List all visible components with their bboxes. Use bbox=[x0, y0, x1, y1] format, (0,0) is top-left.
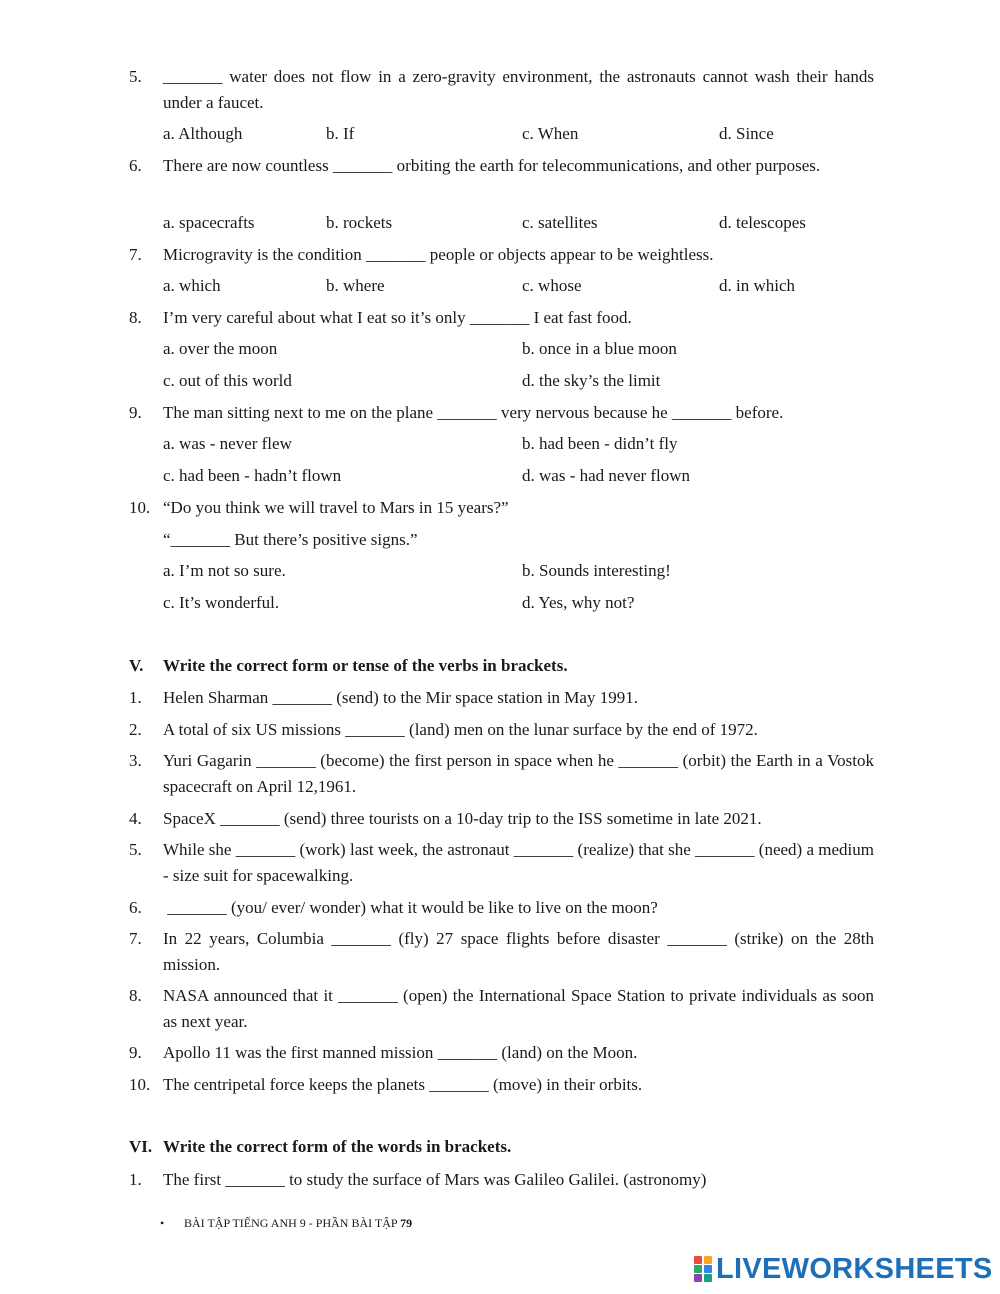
page-number: 79 bbox=[400, 1216, 413, 1230]
item-number: 7. bbox=[129, 929, 142, 948]
option-a[interactable]: a. spacecrafts bbox=[163, 213, 255, 232]
section-title: Write the correct form or tense of the verbs in brackets. bbox=[163, 656, 568, 675]
item-text: In 22 years, Columbia _______ (fly) 27 space flights before disaster _______ (strike) on the 28th mission. bbox=[163, 929, 874, 974]
option-d[interactable]: d. was - had never flown bbox=[522, 466, 691, 485]
item-number: 5. bbox=[129, 840, 142, 859]
verb-item-10 bbox=[129, 1072, 874, 1098]
option-a[interactable]: a. was - never flew bbox=[163, 434, 292, 453]
verb-item-1 bbox=[129, 685, 874, 711]
option-d[interactable]: d. the sky’s the limit bbox=[522, 371, 661, 390]
verb-item-7 bbox=[129, 926, 874, 978]
question-number: 6. bbox=[129, 156, 142, 175]
item-number: 1. bbox=[129, 688, 142, 707]
question-text: There are now countless _______ orbiting the earth for telecommunications, and other purposes. bbox=[163, 156, 821, 175]
question-text: _______ water does not flow in a zero-gravity environment, the astronauts cannot wash their hands under a faucet. bbox=[163, 67, 874, 112]
option-a[interactable]: a. Although bbox=[163, 124, 243, 143]
item-number: 1. bbox=[129, 1170, 142, 1189]
question-8 bbox=[129, 305, 874, 331]
option-b[interactable]: b. If bbox=[326, 124, 355, 143]
item-number: 6. bbox=[129, 898, 142, 917]
section-number: V. bbox=[129, 656, 144, 675]
section-v-heading bbox=[129, 654, 568, 678]
section-title: Write the correct form of the words in brackets. bbox=[163, 1137, 512, 1156]
option-b[interactable]: b. rockets bbox=[326, 213, 393, 232]
option-c[interactable]: c. whose bbox=[522, 276, 582, 295]
options-q10-row1 bbox=[163, 559, 883, 583]
question-text: I’m very careful about what I eat so it’s only _______ I eat fast food. bbox=[163, 308, 632, 327]
item-text: Helen Sharman _______ (send) to the Mir space station in May 1991. bbox=[163, 688, 638, 707]
liveworksheets-logo[interactable] bbox=[694, 1252, 993, 1286]
verb-item-9 bbox=[129, 1040, 874, 1066]
logo-wordmark: LIVEWORKSHEETS bbox=[716, 1253, 993, 1285]
options-q7 bbox=[163, 274, 883, 298]
question-number: 8. bbox=[129, 308, 142, 327]
option-b[interactable]: b. where bbox=[326, 276, 385, 295]
item-number: 3. bbox=[129, 751, 142, 770]
option-d[interactable]: d. Since bbox=[719, 124, 774, 143]
verb-item-8 bbox=[129, 983, 874, 1035]
option-b[interactable]: b. Sounds interesting! bbox=[522, 561, 671, 580]
options-q9-row1 bbox=[163, 432, 883, 456]
options-q9-row2 bbox=[163, 464, 883, 488]
options-q10-row2 bbox=[163, 591, 883, 615]
question-text: “Do you think we will travel to Mars in 15 years?” bbox=[163, 498, 509, 517]
option-d[interactable]: d. telescopes bbox=[719, 213, 806, 232]
item-text: Yuri Gagarin _______ (become) the first person in space when he _______ (orbit) the Earth in a Vostok spacecraft on April 12,1961. bbox=[163, 751, 874, 796]
question-number: 5. bbox=[129, 67, 142, 86]
question-7 bbox=[129, 242, 874, 268]
item-number: 2. bbox=[129, 720, 142, 739]
verb-item-2 bbox=[129, 717, 874, 743]
item-number: 8. bbox=[129, 986, 142, 1005]
footer-bullet: • bbox=[160, 1216, 165, 1230]
section-vi-heading bbox=[129, 1135, 511, 1159]
item-text: The centripetal force keeps the planets _______ (move) in their orbits. bbox=[163, 1075, 643, 1094]
option-b[interactable]: b. had been - didn’t fly bbox=[522, 434, 678, 453]
item-text: While she _______ (work) last week, the astronaut _______ (realize) that she _______ (need) a medium - size suit for spacewalking. bbox=[163, 840, 874, 885]
item-number: 10. bbox=[129, 1075, 151, 1094]
options-q6 bbox=[163, 211, 883, 235]
question-5 bbox=[129, 64, 874, 116]
verb-item-3 bbox=[129, 748, 874, 800]
verb-item-4 bbox=[129, 806, 874, 832]
option-c[interactable]: c. satellites bbox=[522, 213, 598, 232]
item-number: 4. bbox=[129, 809, 142, 828]
options-q8-row2 bbox=[163, 369, 883, 393]
question-text: Microgravity is the condition _______ people or objects appear to be weightless. bbox=[163, 245, 714, 264]
item-text: NASA announced that it _______ (open) the International Space Station to private individuals as soon as next year. bbox=[163, 986, 874, 1031]
option-c[interactable]: c. out of this world bbox=[163, 371, 292, 390]
options-q8-row1 bbox=[163, 337, 883, 361]
options-q5 bbox=[163, 122, 883, 146]
section-number: VI. bbox=[129, 1137, 153, 1156]
question-text: The man sitting next to me on the plane _______ very nervous because he _______ before. bbox=[163, 403, 784, 422]
item-text: A total of six US missions _______ (land) men on the lunar surface by the end of 1972. bbox=[163, 720, 758, 739]
option-d[interactable]: d. in which bbox=[719, 276, 796, 295]
option-c[interactable]: c. It’s wonderful. bbox=[163, 593, 280, 612]
question-9 bbox=[129, 400, 874, 426]
page-footer bbox=[160, 1214, 412, 1232]
question-text-line2: “_______ But there’s positive signs.” bbox=[163, 530, 418, 549]
logo-mark-icon bbox=[694, 1256, 712, 1282]
option-c[interactable]: c. When bbox=[522, 124, 579, 143]
question-number: 9. bbox=[129, 403, 142, 422]
question-number: 10. bbox=[129, 498, 151, 517]
option-d[interactable]: d. Yes, why not? bbox=[522, 593, 635, 612]
question-6 bbox=[129, 153, 874, 179]
item-text: Apollo 11 was the first manned mission _______ (land) on the Moon. bbox=[163, 1043, 638, 1062]
item-text: _______ (you/ ever/ wonder) what it would be like to live on the moon? bbox=[163, 898, 658, 917]
item-number: 9. bbox=[129, 1043, 142, 1062]
option-a[interactable]: a. over the moon bbox=[163, 339, 278, 358]
question-number: 7. bbox=[129, 245, 142, 264]
option-c[interactable]: c. had been - hadn’t flown bbox=[163, 466, 342, 485]
option-a[interactable]: a. which bbox=[163, 276, 221, 295]
option-a[interactable]: a. I’m not so sure. bbox=[163, 561, 286, 580]
item-text: SpaceX _______ (send) three tourists on a 10-day trip to the ISS sometime in late 2021. bbox=[163, 809, 762, 828]
item-text: The first _______ to study the surface of Mars was Galileo Galilei. (astronomy) bbox=[163, 1170, 707, 1189]
question-10-response bbox=[129, 527, 874, 553]
footer-text: BÀI TẬP TIẾNG ANH 9 - PHẦN BÀI TẬP bbox=[184, 1216, 398, 1230]
word-item-1 bbox=[129, 1167, 874, 1193]
verb-item-5 bbox=[129, 837, 874, 889]
verb-item-6 bbox=[129, 895, 874, 921]
option-b[interactable]: b. once in a blue moon bbox=[522, 339, 677, 358]
question-10 bbox=[129, 495, 874, 521]
